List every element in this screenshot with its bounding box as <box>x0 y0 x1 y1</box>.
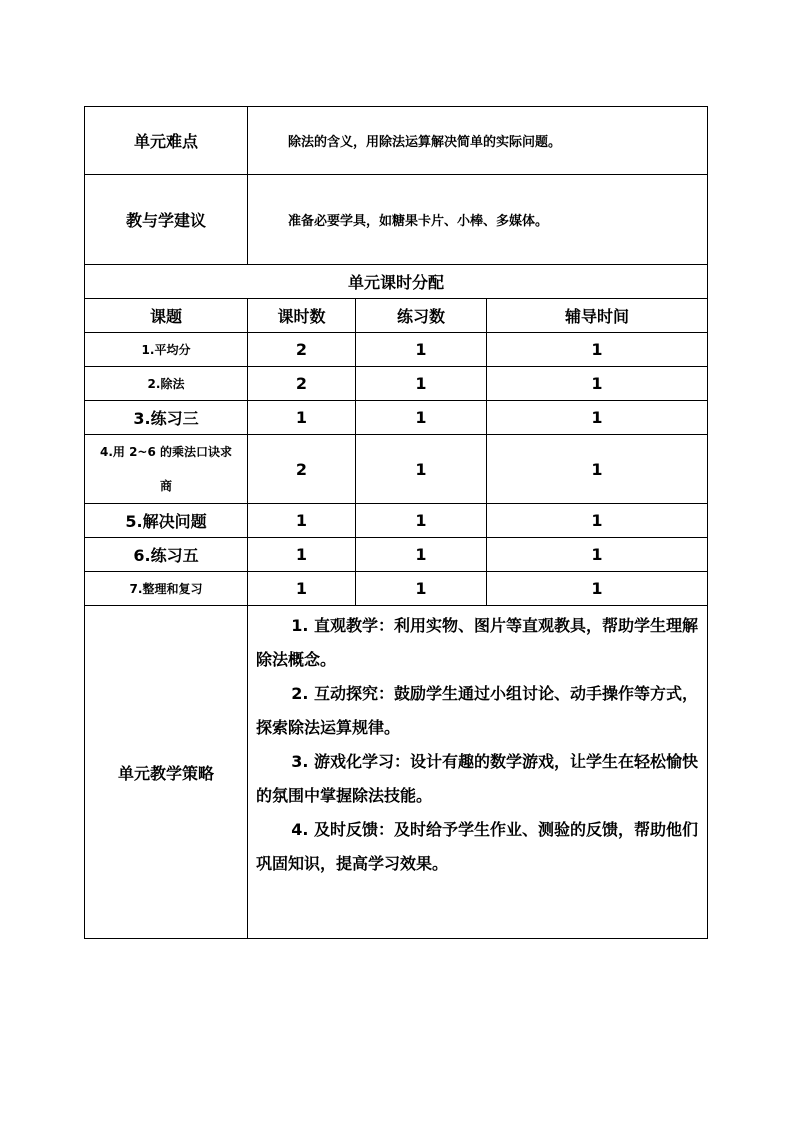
lesson-tutoring: 1 <box>487 401 708 435</box>
difficulty-row <box>85 107 708 175</box>
lesson-topic: 2.除法 <box>85 367 248 401</box>
suggestion-row <box>85 175 708 265</box>
lesson-topic: 6.练习五 <box>85 538 248 572</box>
lesson-topic: 7.整理和复习 <box>85 572 248 606</box>
lesson-hours: 2 <box>248 435 356 504</box>
lesson-plan-table <box>84 106 708 939</box>
lesson-tutoring: 1 <box>487 572 708 606</box>
table-row <box>85 333 708 367</box>
suggestion-text: 准备必要学具，如糖果卡片、小棒、多媒体。 <box>248 175 708 265</box>
allocation-header-row <box>85 265 708 299</box>
table-row <box>85 572 708 606</box>
table-row <box>85 538 708 572</box>
column-header-tutoring: 辅导时间 <box>487 299 708 333</box>
lesson-exercises: 1 <box>356 367 487 401</box>
lesson-exercises: 1 <box>356 538 487 572</box>
column-header-hours: 课时数 <box>248 299 356 333</box>
lesson-exercises: 1 <box>356 572 487 606</box>
difficulty-text: 除法的含义，用除法运算解决简单的实际问题。 <box>248 107 708 175</box>
strategy-item: 4. 及时反馈：及时给予学生作业、测验的反馈，帮助他们巩固知识，提高学习效果。 <box>256 820 698 873</box>
column-header-topic: 课题 <box>85 299 248 333</box>
lesson-hours: 2 <box>248 367 356 401</box>
lesson-exercises: 1 <box>356 401 487 435</box>
strategy-item: 1. 直观教学：利用实物、图片等直观教具，帮助学生理解除法概念。 <box>256 616 698 669</box>
lesson-topic: 3.练习三 <box>85 401 248 435</box>
table-row <box>85 504 708 538</box>
lesson-topic: 5.解决问题 <box>85 504 248 538</box>
column-header-row <box>85 299 708 333</box>
lesson-hours: 1 <box>248 401 356 435</box>
lesson-tutoring: 1 <box>487 435 708 504</box>
lesson-hours: 1 <box>248 504 356 538</box>
difficulty-label: 单元难点 <box>85 107 248 175</box>
lesson-topic: 4.用 2~6 的乘法口诀求商 <box>85 435 248 504</box>
strategy-item: 2. 互动探究：鼓励学生通过小组讨论、动手操作等方式，探索除法运算规律。 <box>256 684 698 737</box>
lesson-tutoring: 1 <box>487 333 708 367</box>
lesson-exercises: 1 <box>356 333 487 367</box>
lesson-hours: 1 <box>248 572 356 606</box>
lesson-topic: 1.平均分 <box>85 333 248 367</box>
lesson-tutoring: 1 <box>487 367 708 401</box>
table-row <box>85 401 708 435</box>
column-header-exercises: 练习数 <box>356 299 487 333</box>
strategy-label: 单元教学策略 <box>85 606 248 939</box>
allocation-title: 单元课时分配 <box>85 265 708 299</box>
lesson-hours: 1 <box>248 538 356 572</box>
lesson-exercises: 1 <box>356 504 487 538</box>
lesson-tutoring: 1 <box>487 504 708 538</box>
strategy-item: 3. 游戏化学习：设计有趣的数学游戏，让学生在轻松愉快的氛围中掌握除法技能。 <box>256 752 698 805</box>
lesson-hours: 2 <box>248 333 356 367</box>
lesson-exercises: 1 <box>356 435 487 504</box>
table-row <box>85 367 708 401</box>
strategy-content <box>248 606 708 939</box>
lesson-tutoring: 1 <box>487 538 708 572</box>
table-row <box>85 435 708 504</box>
strategy-row <box>85 606 708 939</box>
suggestion-label: 教与学建议 <box>85 175 248 265</box>
